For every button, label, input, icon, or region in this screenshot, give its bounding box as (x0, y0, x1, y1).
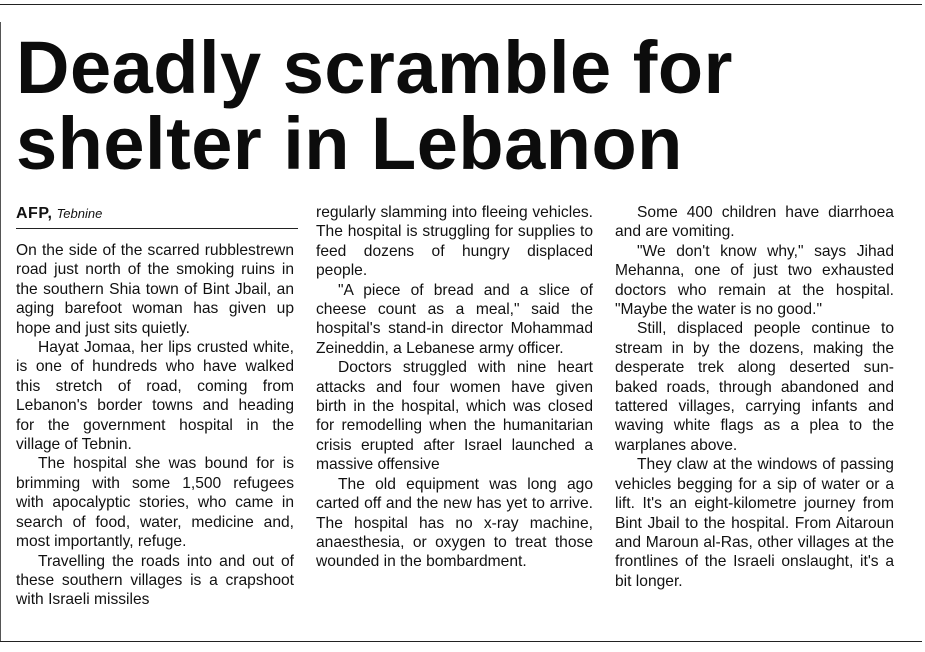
paragraph: On the side of the scarred rubblestrewn road just north of the smoking ruins in the southern Shia town of Bint Jbail, an aging barefoot woman has given up hope and just sits quietly. (16, 242, 294, 337)
headline (16, 26, 733, 185)
paragraph: Doctors struggled with nine heart attacks and four women have given birth in the hospital, which was closed for remodelling when the humanitarian crisis erupted after Israel launched a massive offensive (316, 359, 593, 474)
paragraph: The hospital she was bound for is brimming with some 1,500 refugees with apocalyptic stories, who came in search of food, water, medicine and, most importantly, refuge. (16, 455, 294, 551)
paragraph: The old equipment was long ago carted off and the new has yet to arrive. The hospital has no x-ray machine, anaesthesia, or oxygen to treat those wounded in the bombardment. (316, 475, 593, 571)
byline-agency: AFP, (16, 205, 53, 222)
article-column-3 (615, 203, 894, 591)
article-column-1 (16, 241, 294, 610)
article-column-2 (316, 203, 593, 572)
paragraph: regularly slamming into fleeing vehicles. The hospital is struggling for supplies to feed dozens of hungry displaced people. (316, 204, 593, 280)
paragraph: "A piece of bread and a slice of cheese count as a meal," said the hospital's stand-in director Mohammad Zeineddin, a Lebanese army officer. (316, 281, 593, 357)
bottom-rule (0, 641, 922, 642)
paragraph: Still, displaced people continue to stream in by the dozens, making the desperate trek along deserted sun-baked roads, through abandoned and tattered villages, carrying infants and waving white flags as a plea to the warplanes above. (615, 320, 894, 454)
top-rule (0, 4, 922, 5)
headline-line-1: Deadly scramble for (16, 26, 733, 109)
paragraph: They claw at the windows of passing vehicles begging for a sip of water or a lift. It's an eight-kilometre journey from Bint Jbail to the hospital. From Aitaroun and Maroun al-Ras, other villages at the frontlines of the Israeli onslaught, it's a bit longer. (615, 456, 894, 590)
paragraph: Travelling the roads into and out of these southern villages is a crapshoot with Israeli missiles (16, 552, 294, 609)
paragraph: "We don't know why," says Jihad Mehanna, one of just two exhausted doctors who remain at the hospital. "Maybe the water is no good." (615, 242, 894, 319)
paragraph: Some 400 children have diarrhoea and are vomiting. (615, 204, 894, 241)
left-rule (0, 22, 1, 642)
headline-line-2: shelter in Lebanon (16, 102, 683, 185)
byline-dateline: Tebnine (56, 206, 103, 221)
byline (16, 204, 298, 229)
paragraph: Hayat Jomaa, her lips crusted white, is one of hundreds who have walked this stretch of road, coming from Lebanon's border towns and heading for the government hospital in the village of Tebnin. (16, 339, 294, 454)
